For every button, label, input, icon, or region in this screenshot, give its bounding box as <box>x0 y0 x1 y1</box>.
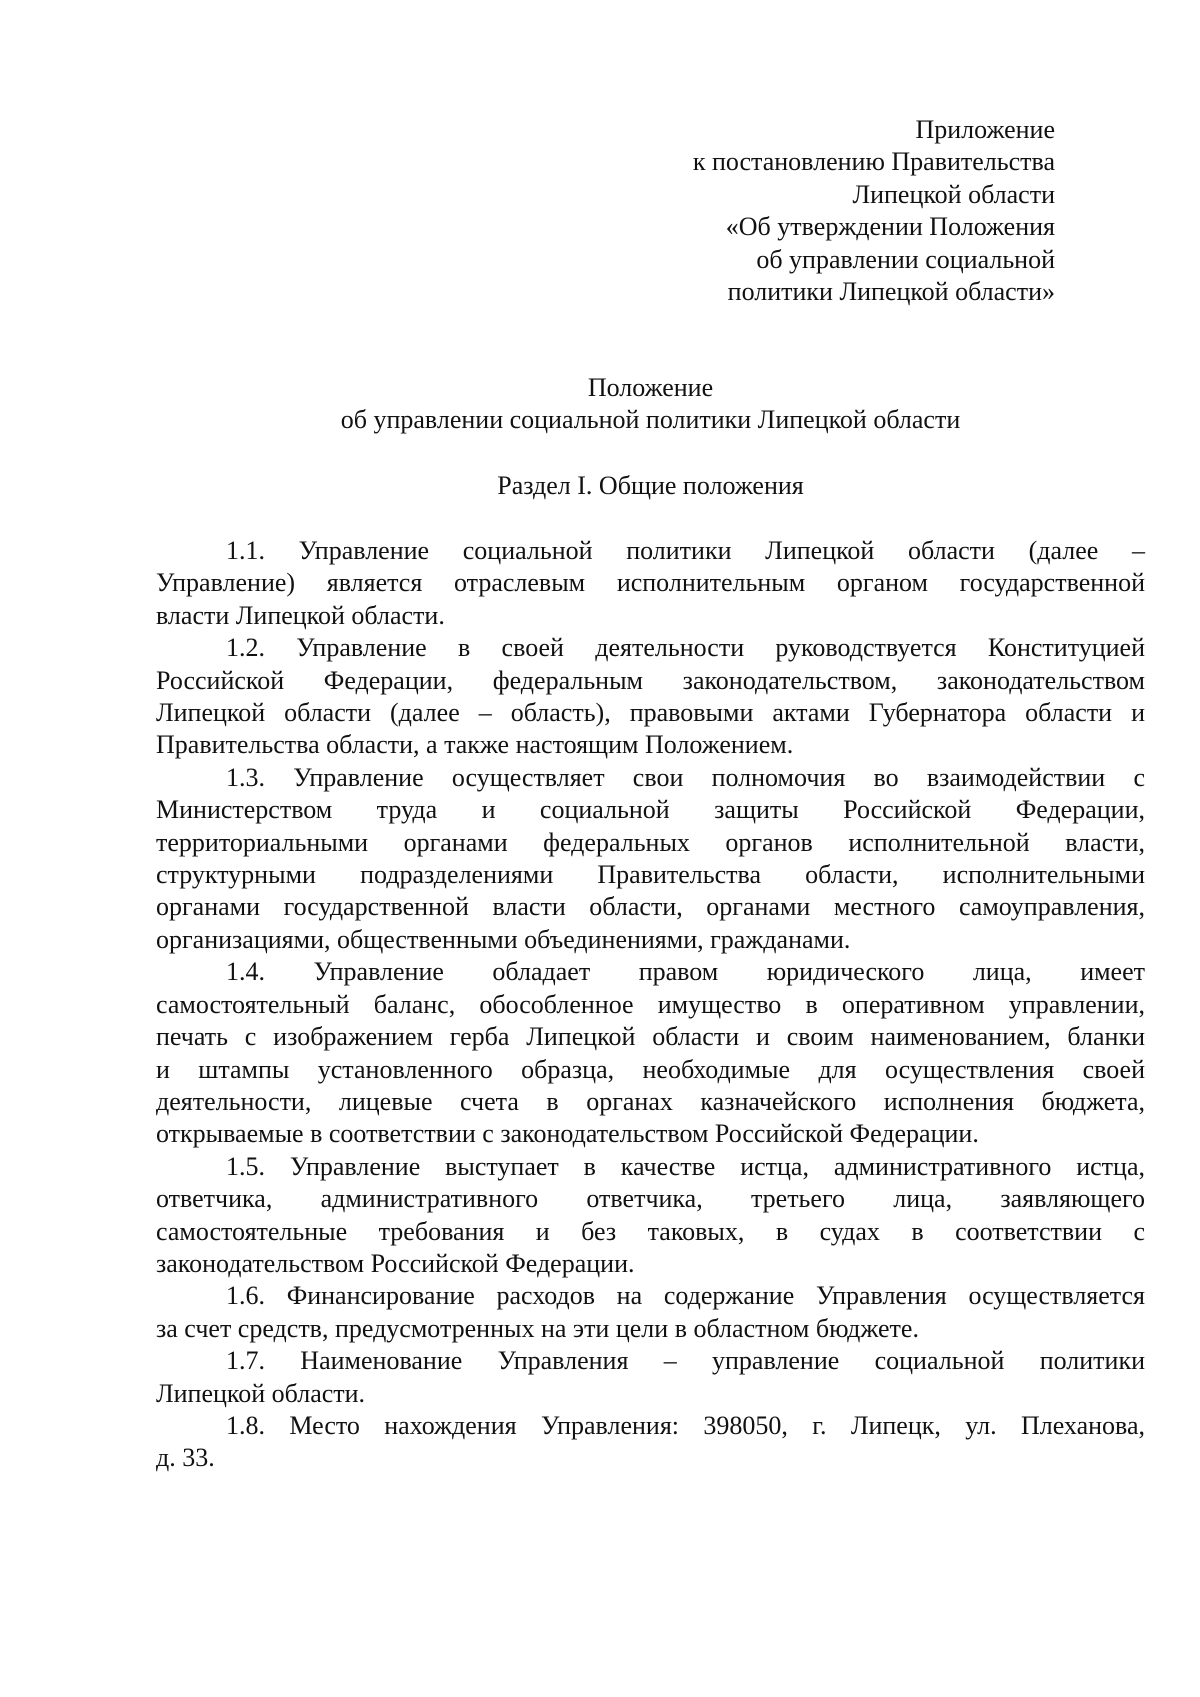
section-heading: Раздел I. Общие положения <box>497 471 804 500</box>
paragraph-line: Липецкой области. <box>156 1378 366 1408</box>
paragraph-line: печать с изображением герба Липецкой области и своим наименованием, бланки <box>156 1022 1145 1052</box>
paragraph-line: Министерством труда и социальной защиты Российской Федерации, <box>156 795 1145 825</box>
paragraph-line: 1.5. Управление выступает в качестве истца, административного истца, <box>226 1151 1145 1181</box>
document-title-subtitle: об управлении социальной политики Липецкой области <box>340 405 961 435</box>
paragraph-line: 1.4. Управление обладает правом юридического лица, имеет <box>226 957 1145 987</box>
appendix-line: об управлении социальной <box>756 244 1055 274</box>
appendix-line: «Об утверждении Положения <box>725 212 1055 242</box>
paragraph-1 <box>156 535 1145 632</box>
appendix-line: Приложение <box>915 115 1055 144</box>
paragraph-line: за счет средств, предусмотренных на эти цели в областном бюджете. <box>156 1313 919 1343</box>
paragraph-line: самостоятельный баланс, обособленное имущество в оперативном управлении, <box>156 989 1145 1019</box>
paragraph-line: 1.8. Место нахождения Управления: 398050, г. Липецк, ул. Плеханова, <box>226 1410 1145 1440</box>
paragraph-line: Управление) является отраслевым исполнительным органом государственной <box>156 568 1145 598</box>
paragraph-2 <box>156 632 1145 762</box>
paragraph-line: 1.2. Управление в своей деятельности руководствуется Конституцией <box>226 633 1145 663</box>
paragraph-7 <box>156 1345 1145 1410</box>
document-title-line: Положение <box>587 373 714 402</box>
paragraph-line: 1.6. Финансирование расходов на содержание Управления осуществляется <box>226 1281 1145 1311</box>
paragraph-line: и штампы установленного образца, необходимые для осуществления своей <box>156 1054 1145 1084</box>
paragraph-line: самостоятельные требования и без таковых, в судах в соответствии с <box>156 1216 1145 1246</box>
paragraph-line: законодательством Российской Федерации. <box>156 1248 635 1278</box>
appendix-line: к постановлению Правительства <box>692 147 1055 177</box>
paragraph-line: 1.3. Управление осуществляет свои полномочия во взаимодействии с <box>226 762 1145 792</box>
paragraph-line: открываемые в соответствии с законодательством Российской Федерации. <box>156 1119 979 1149</box>
appendix-block <box>495 114 1055 308</box>
paragraph-4 <box>156 956 1145 1150</box>
paragraph-line: власти Липецкой области. <box>156 600 445 630</box>
paragraph-line: 1.7. Наименование Управления – управление социальной политики <box>226 1346 1145 1376</box>
paragraph-line: Липецкой области (далее – область), правовыми актами Губернатора области и <box>156 698 1145 728</box>
paragraph-line: деятельности, лицевые счета в органах казначейского исполнения бюджета, <box>156 1086 1145 1116</box>
paragraph-line: территориальными органами федеральных органов исполнительной власти, <box>156 827 1145 857</box>
document-title <box>156 372 1145 437</box>
paragraph-line: организациями, общественными объединениями, гражданами. <box>156 924 851 954</box>
paragraph-line: структурными подразделениями Правительства области, исполнительными <box>156 860 1145 890</box>
paragraph-6 <box>156 1280 1145 1345</box>
paragraph-5 <box>156 1151 1145 1281</box>
appendix-line: Липецкой области <box>852 179 1055 209</box>
appendix-line: политики Липецкой области» <box>727 277 1055 307</box>
paragraph-8 <box>156 1410 1145 1475</box>
paragraph-line: Правительства области, а также настоящим Положением. <box>156 730 794 760</box>
paragraph-3 <box>156 762 1145 956</box>
document-body <box>156 535 1145 1475</box>
paragraph-line: 1.1. Управление социальной политики Липецкой области (далее – <box>226 536 1145 565</box>
paragraph-line: органами государственной власти области, органами местного самоуправления, <box>156 892 1145 922</box>
paragraph-line: д. 33. <box>156 1443 215 1473</box>
paragraph-line: ответчика, административного ответчика, третьего лица, заявляющего <box>156 1184 1145 1214</box>
paragraph-line: Российской Федерации, федеральным законодательством, законодательством <box>156 665 1145 695</box>
